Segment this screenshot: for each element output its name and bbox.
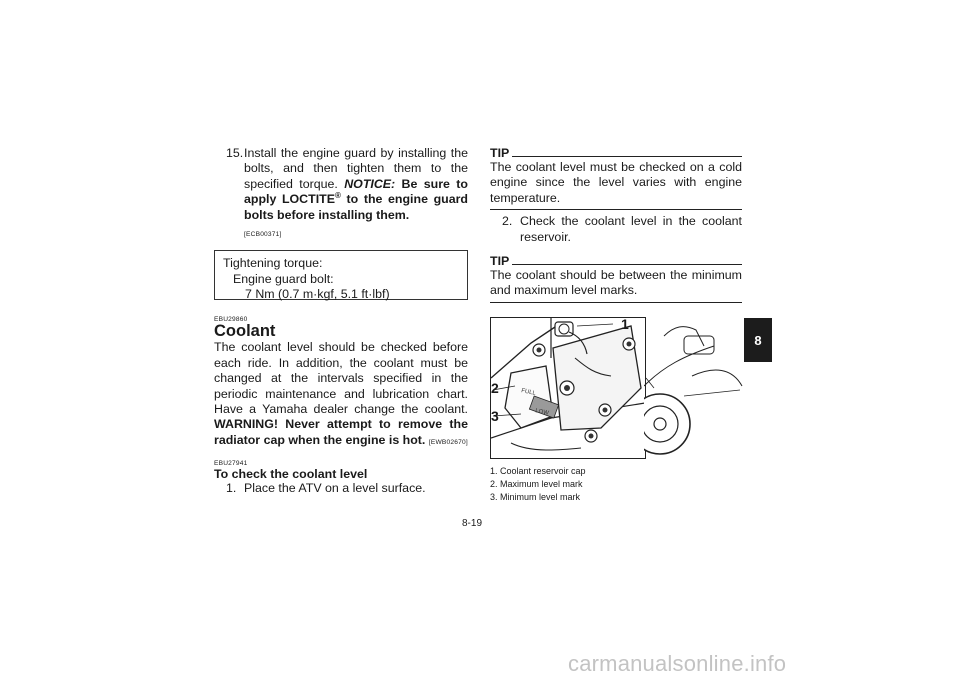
section-code: EBU29860 xyxy=(214,316,248,324)
step-text: Place the ATV on a level surface. xyxy=(244,481,426,496)
step-1 xyxy=(214,481,468,496)
callout-3: 3 xyxy=(491,407,499,424)
subsection-title: To check the coolant level xyxy=(214,467,368,482)
caption-2: 2. Maximum level mark xyxy=(490,478,583,489)
step-2 xyxy=(490,214,742,245)
atv-wheel-illustration xyxy=(644,316,744,456)
warning-text: WARNING! Never attempt to remove the radiator cap when the engine is hot. xyxy=(214,417,468,447)
left-column xyxy=(214,146,468,497)
reservoir-illustration xyxy=(491,318,645,458)
step-number: 1. xyxy=(226,481,237,496)
registered-mark: ® xyxy=(334,191,341,201)
subsection-code: EBU27941 xyxy=(214,460,248,468)
caption-1: 1. Coolant reservoir cap xyxy=(490,465,586,476)
watermark: carmanualsonline.info xyxy=(568,651,787,676)
coolant-paragraph xyxy=(214,340,468,450)
coolant-body: The coolant level should be checked before each ride. In addition, the coolant must be changed at the intervals specified in the periodic maintenance and lubrication chart. Have a Yamaha dealer change the coolant. xyxy=(214,340,468,417)
tip-end-rule xyxy=(490,302,742,303)
torque-spec-box xyxy=(214,250,468,300)
torque-part: Engine guard bolt: xyxy=(233,271,334,286)
chapter-tab: 8 xyxy=(744,318,772,362)
tip-heading-2 xyxy=(490,254,742,268)
step-number: 2. xyxy=(502,214,513,229)
notice-code: [ECB00371] xyxy=(244,231,282,239)
callout-1: 1 xyxy=(621,316,629,332)
tip-label: TIP xyxy=(490,254,510,269)
tip-rule xyxy=(512,156,742,157)
tank-low-label: LOW xyxy=(534,407,550,417)
torque-value: 7 Nm (0.7 m·kgf, 5.1 ft·lbf) xyxy=(245,287,390,302)
notice-text-2: to the engine guard bolts before installing them. xyxy=(244,192,468,222)
coolant-reservoir-figure xyxy=(490,317,646,459)
notice-label: NOTICE: xyxy=(344,176,396,191)
tip-label: TIP xyxy=(490,146,510,160)
step-15 xyxy=(214,146,468,242)
tip-body-1: The coolant level must be checked on a cold engine since the level varies with engine temperature. xyxy=(490,160,742,205)
page-number: 8-19 xyxy=(462,518,483,529)
torque-label: Tightening torque: xyxy=(223,256,323,271)
warning-code: [EWB02670] xyxy=(428,438,468,446)
step-number: 15. xyxy=(226,146,244,160)
step-text: Install the engine guard by installing the bolts, and then tighten them to the specified torque. xyxy=(244,146,468,191)
notice-text-1: Be sure to apply LOCTITE xyxy=(244,176,468,207)
tip-rule xyxy=(512,264,742,265)
callout-2: 2 xyxy=(491,379,499,396)
section-title: Coolant xyxy=(214,322,276,341)
caption-3: 3. Minimum level mark xyxy=(490,491,581,502)
tip-end-rule xyxy=(490,209,742,210)
tip-heading-1 xyxy=(490,146,742,160)
figure-captions xyxy=(490,465,742,504)
tip-body-2: The coolant should be between the minimum and maximum level marks. xyxy=(490,268,742,298)
tank-full-label: FULL xyxy=(520,387,537,397)
step-text: Check the coolant level in the coolant reservoir. xyxy=(520,214,742,244)
